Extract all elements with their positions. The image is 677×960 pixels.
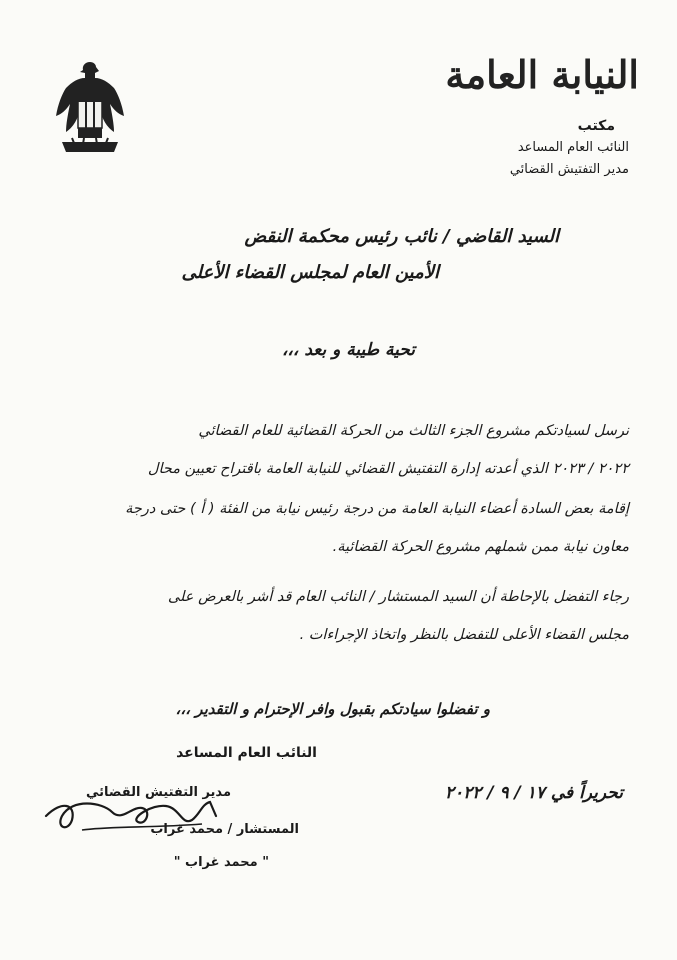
addressee-line-1: السيد القاضي / نائب رئيس محكمة النقض [244,226,559,247]
counsel-line: المستشار / محمد غراب [150,822,299,837]
closing-line: و تفضلوا سيادتكم بقبول وافر الإحترام و التقدير ،،، [175,700,490,718]
handwritten-signature-icon [42,786,222,846]
office-title-1: النائب العام المساعد [517,140,629,155]
eagle-emblem-icon [52,58,128,158]
body-line: معاون نيابة ممن شملهم مشروع الحركة القضائية. [332,539,629,555]
document-date: تحريراً في ١٧ / ٩ / ٢٠٢٢ [444,783,623,803]
addressee-line-2: الأمين العام لمجلس القضاء الأعلى [181,262,439,283]
body-line: رجاء التفضل بالإحاطة أن السيد المستشار / النائب العام قد أشر بالعرض على [167,589,629,605]
signatory-title-1: النائب العام المساعد [176,745,317,761]
body-line: نرسل لسيادتكم مشروع الجزء الثالث من الحركة القضائية للعام القضائي [198,423,629,439]
greeting: تحية طيبة و بعد ،،، [281,340,415,360]
office-label: مكتب [577,118,615,134]
body-line: إقامة بعض السادة أعضاء النيابة العامة من درجة رئيس نيابة من الفئة ( أ ) حتى درجة [125,501,629,517]
body-line: ٢٠٢٢ / ٢٠٢٣ الذي أعدته إدارة التفتيش القضائي للنيابة العامة باقتراح تعيين محال [147,461,629,477]
body-line: مجلس القضاء الأعلى للتفضل بالنظر واتخاذ الإجراءات . [299,627,629,643]
signatory-name: " محمد غراب " [173,855,269,870]
organization-title: النيابة العامة [445,52,639,97]
signatory-title-2: مدير التفتيش القضائي [86,785,231,800]
office-title-2: مدير التفتيش القضائي [509,162,629,177]
